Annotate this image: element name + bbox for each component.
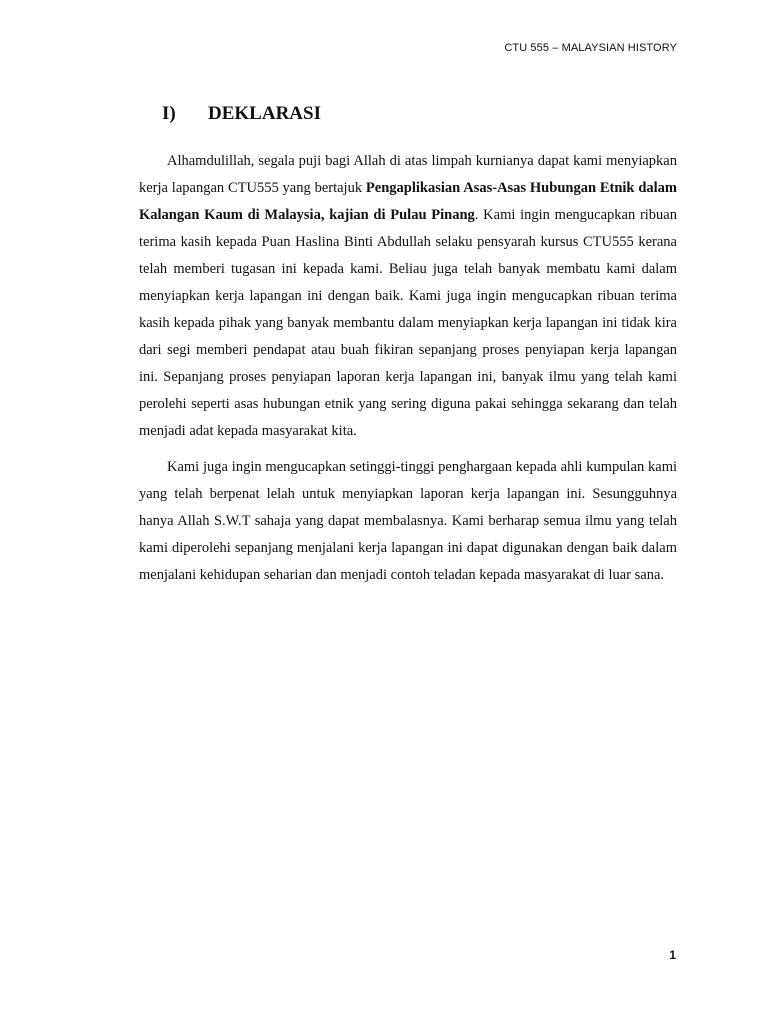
- project-title: Pengaplikasian Asas-Asas Hubungan Etnik dalam Kalangan Kaum di Malaysia, kajian di Pulau Pinang: [139, 180, 677, 223]
- paragraph-rest: . Kami ingin mengucapkan ribuan terima kasih kepada Puan Haslina Binti Abdullah selaku pensyarah kursus CTU555 kerana telah memberi tugasan ini kepada kami. Beliau juga telah banyak membatu kami dalam menyiapkan kerja lapangan ini dengan baik. Kami juga ingin mengucapkan ribuan terima kasih kepada pihak yang banyak membantu dalam menyiapkan kerja lapangan ini tidak kira dari segi memberi pendapat atau buah fikiran sepanjang proses penyiapan kerja lapangan ini. Sepanjang proses penyiapan laporan kerja lapangan ini, banyak ilmu yang telah kami perolehi seperti asas hubungan etnik yang sering diguna pakai sehingga sekarang dan telah menjadi adat kepada masyarakat kita.: [139, 207, 677, 439]
- paragraph-group-thanks: Kami juga ingin mengucapkan setinggi-tinggi penghargaan kepada ahli kumpulan kami yang telah berpenat lelah untuk menyiapkan laporan kerja lapangan ini. Sesungguhnya hanya Allah S.W.T sahaja yang dapat membalasnya. Kami berharap semua ilmu yang telah kami diperolehi sepanjang menjalani kerja lapangan ini dapat digunakan dengan baik dalam menjalani kehidupan seharian dan menjadi contoh teladan kepada masyarakat di luar sana.: [139, 459, 677, 583]
- page-number: 1: [669, 948, 676, 962]
- paragraph-intro: Alhamdulillah, segala puji bagi Allah di atas limpah kurnianya dapat kami menyiapkan kerja lapangan CTU555 yang bertajuk: [139, 153, 677, 196]
- running-header: CTU 555 – MALAYSIAN HISTORY: [504, 42, 677, 54]
- section-heading: [162, 103, 321, 125]
- section-number: I): [162, 103, 176, 124]
- paragraph-acknowledgement: [139, 148, 677, 445]
- section-title: DEKLARASI: [208, 103, 321, 124]
- body-text: [139, 148, 677, 589]
